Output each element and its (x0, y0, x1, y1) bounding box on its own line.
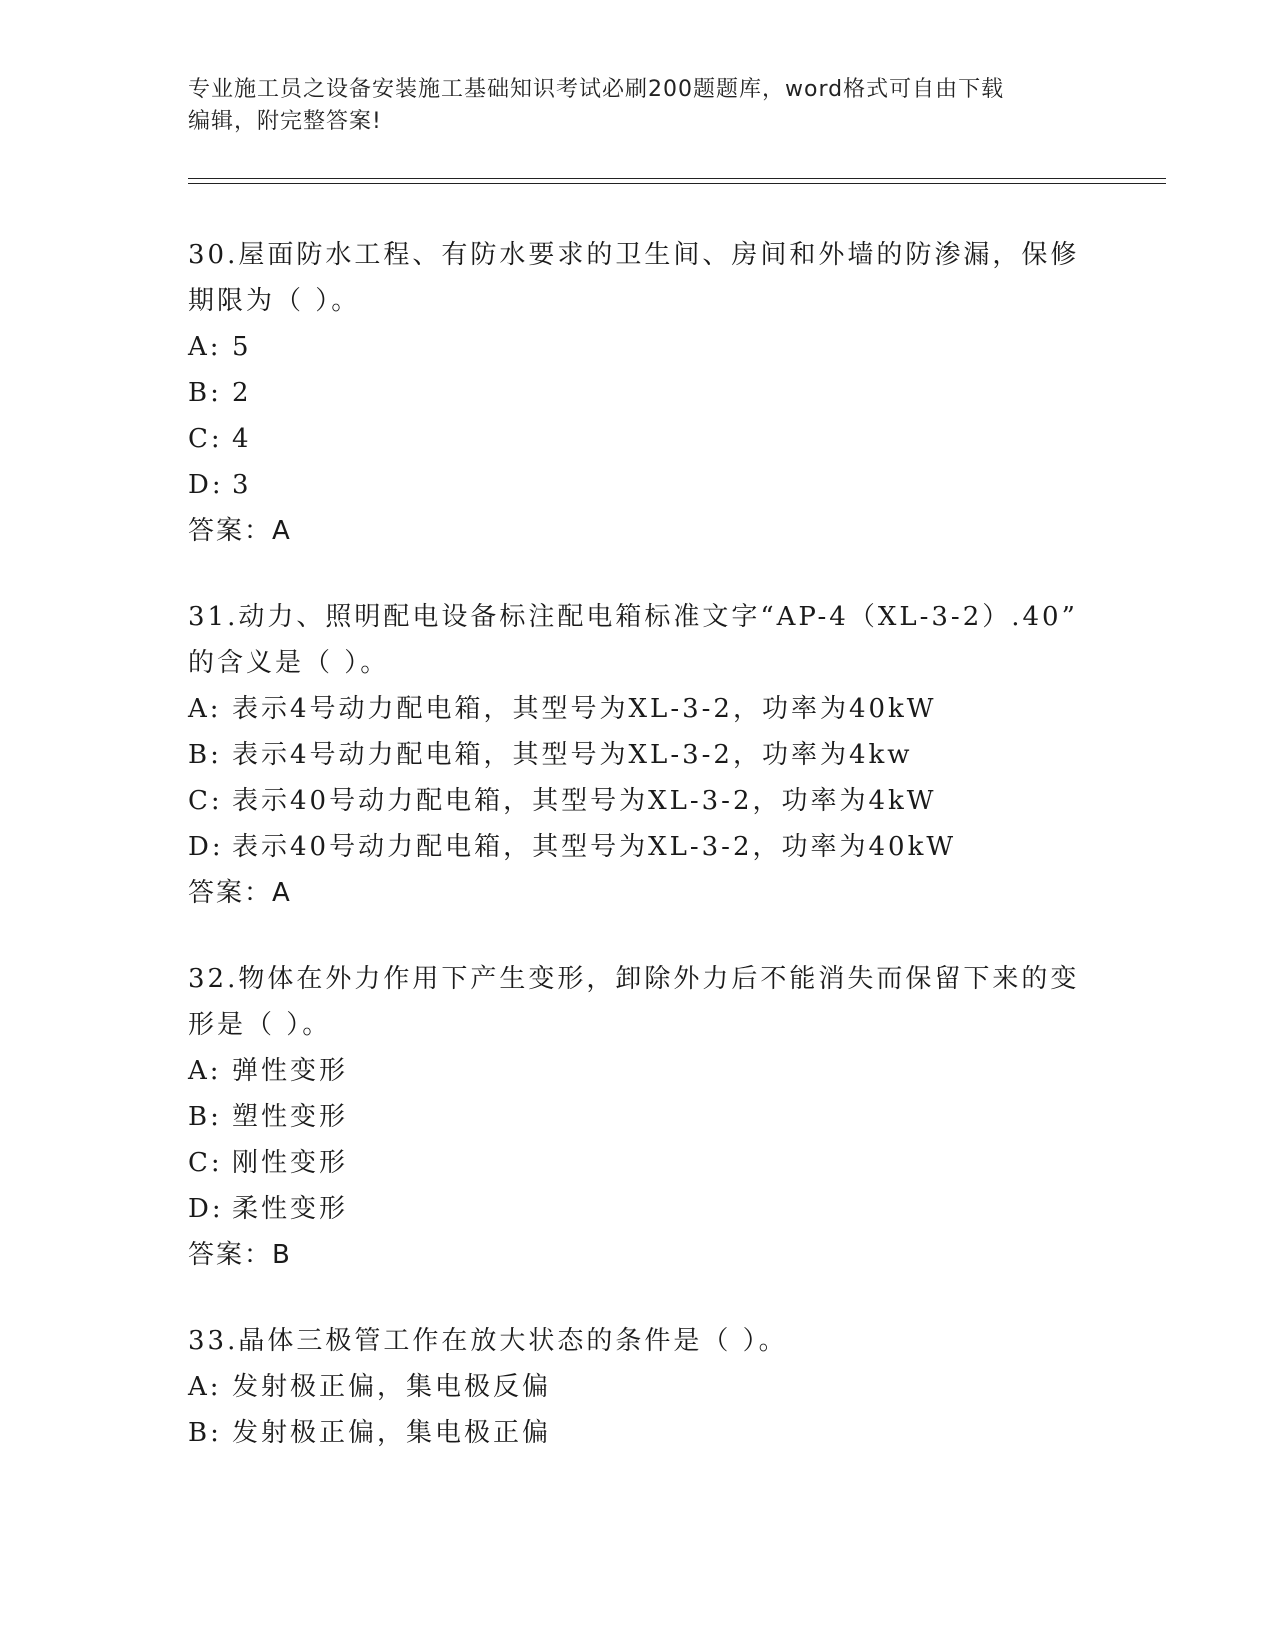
option-b (188, 370, 1088, 416)
option-c (188, 1140, 1088, 1186)
option-key: B: (188, 1102, 222, 1132)
option-b (188, 1410, 1088, 1456)
header-divider-bottom (188, 183, 1166, 184)
question-stem-continued: 期限为（ ）。 (188, 286, 361, 316)
question-32 (188, 956, 1088, 1278)
option-key: D: (188, 470, 224, 500)
option-b (188, 732, 1088, 778)
option-key: A: (188, 1056, 222, 1086)
option-text: 表示40号动力配电箱，其型号为XL-3-2，功率为40kW (232, 832, 957, 862)
option-d (188, 1186, 1088, 1232)
question-31 (188, 594, 1088, 916)
option-text: 塑性变形 (232, 1102, 349, 1132)
option-text: 表示40号动力配电箱，其型号为XL-3-2，功率为4kW (232, 786, 937, 816)
option-text: 弹性变形 (232, 1056, 349, 1086)
option-d (188, 824, 1088, 870)
question-33 (188, 1318, 1088, 1456)
option-c (188, 416, 1088, 462)
document-header (188, 74, 1088, 138)
option-text: 5 (232, 332, 252, 362)
option-text: 发射极正偏，集电极正偏 (232, 1418, 552, 1448)
option-b (188, 1094, 1088, 1140)
option-text: 表示4号动力配电箱，其型号为XL-3-2，功率为40kW (232, 694, 937, 724)
option-text: 刚性变形 (232, 1148, 349, 1178)
option-key: C: (188, 1148, 223, 1178)
option-text: 柔性变形 (232, 1194, 349, 1224)
header-divider-top (188, 178, 1166, 179)
option-c (188, 778, 1088, 824)
option-text: 3 (232, 470, 252, 500)
question-stem: 31.动力、照明配电设备标注配电箱标准文字“AP-4（XL-3-2）.40” (188, 602, 1078, 632)
option-key: D: (188, 832, 224, 862)
answer-label: 答案：A (188, 516, 292, 546)
option-a (188, 1364, 1088, 1410)
option-key: D: (188, 1194, 224, 1224)
question-list (188, 232, 1088, 1496)
option-a (188, 1048, 1088, 1094)
question-stem-continued: 的含义是（ ）。 (188, 648, 390, 678)
question-stem: 33.晶体三极管工作在放大状态的条件是（ ）。 (188, 1326, 788, 1356)
header-line-2: 编辑，附完整答案! (188, 109, 382, 134)
question-stem: 30.屋面防水工程、有防水要求的卫生间、房间和外墙的防渗漏，保修 (188, 240, 1080, 270)
option-text: 发射极正偏，集电极反偏 (232, 1372, 552, 1402)
option-key: B: (188, 1418, 222, 1448)
question-30 (188, 232, 1088, 554)
question-stem: 32.物体在外力作用下产生变形，卸除外力后不能消失而保留下来的变 (188, 964, 1080, 994)
option-a (188, 686, 1088, 732)
option-d (188, 462, 1088, 508)
question-stem-continued: 形是（ ）。 (188, 1010, 332, 1040)
option-key: B: (188, 378, 222, 408)
option-key: C: (188, 424, 223, 454)
answer-label: 答案：A (188, 878, 292, 908)
option-text: 4 (232, 424, 252, 454)
option-key: A: (188, 332, 222, 362)
option-text: 表示4号动力配电箱，其型号为XL-3-2，功率为4kw (232, 740, 913, 770)
header-line-1: 专业施工员之设备安装施工基础知识考试必刷200题题库，word格式可自由下载 (188, 77, 1005, 102)
answer-label: 答案：B (188, 1240, 292, 1270)
option-key: C: (188, 786, 223, 816)
option-key: B: (188, 740, 222, 770)
option-a (188, 324, 1088, 370)
option-key: A: (188, 694, 222, 724)
option-text: 2 (232, 378, 252, 408)
option-key: A: (188, 1372, 222, 1402)
